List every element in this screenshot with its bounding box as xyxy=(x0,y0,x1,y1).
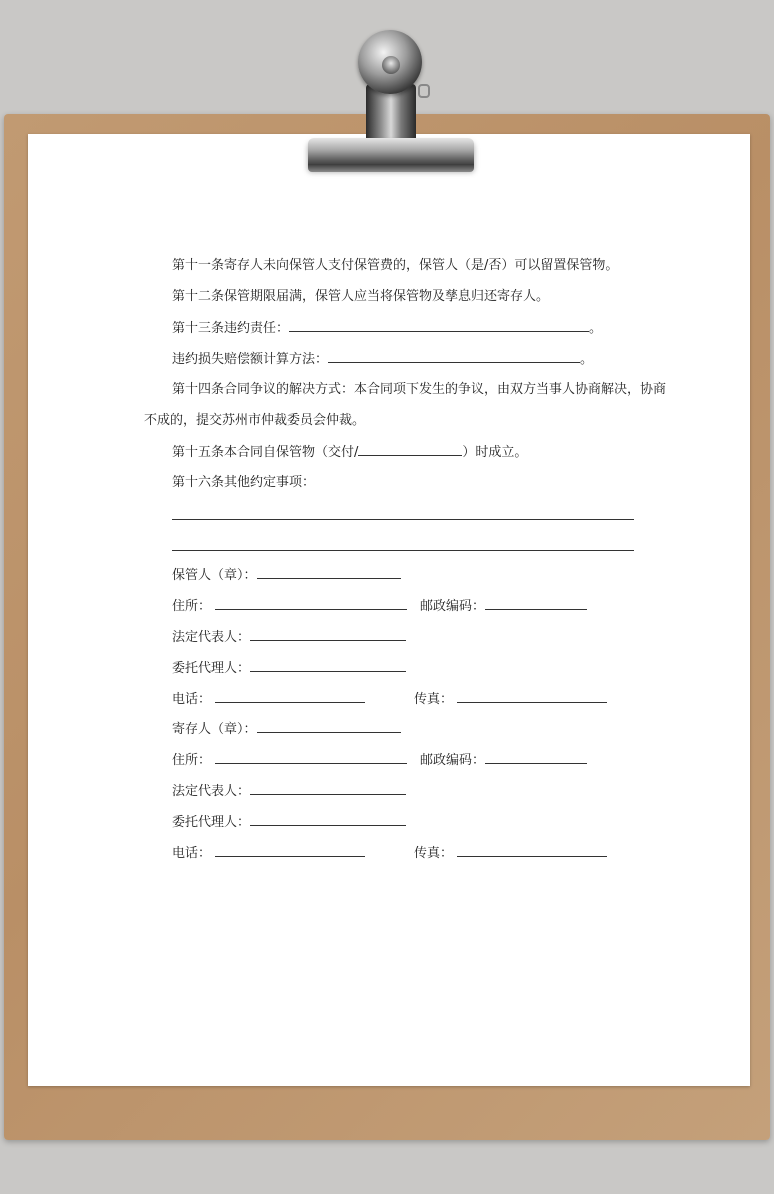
custodian-legal-rep-label: 法定代表人： xyxy=(172,630,251,645)
custodian-postcode-label: 邮政编码： xyxy=(420,599,486,614)
custodian-address-label: 住所： xyxy=(172,599,212,614)
clause-15-end: ）时成立。 xyxy=(462,445,528,460)
depositor-agent-label: 委托代理人： xyxy=(172,815,251,830)
custodian-legal-rep-blank[interactable] xyxy=(250,628,406,641)
custodian-address-blank[interactable] xyxy=(215,597,407,610)
custodian-seal-label: 保管人（章）： xyxy=(172,568,257,583)
depositor-legal-rep-label: 法定代表人： xyxy=(172,784,251,799)
custodian-phone xyxy=(172,690,365,709)
depositor-phone xyxy=(172,844,365,863)
custodian-phone-blank[interactable] xyxy=(215,690,365,703)
depositor-seal-label: 寄存人（章）： xyxy=(172,722,257,737)
clause-15-start: 第十五条本合同自保管物（交付/ xyxy=(172,445,359,460)
clause-11: 第十一条寄存人未向保管人支付保管费的，保管人（是/否）可以留置保管物。 xyxy=(172,258,619,273)
custodian-fax-label: 传真： xyxy=(414,692,454,707)
compensation-end: 。 xyxy=(580,352,594,367)
clause-15-blank[interactable] xyxy=(358,443,462,456)
depositor-address-label: 住所： xyxy=(172,753,212,768)
compensation-method xyxy=(172,350,593,369)
depositor-postcode-label: 邮政编码： xyxy=(420,753,486,768)
other-terms-line-2[interactable] xyxy=(172,550,634,551)
custodian-address xyxy=(172,597,407,616)
depositor-fax xyxy=(414,844,607,863)
depositor-legal-rep-blank[interactable] xyxy=(250,782,406,795)
custodian-legal-rep xyxy=(172,628,406,647)
depositor-phone-label: 电话： xyxy=(172,846,212,861)
depositor-postcode-blank[interactable] xyxy=(485,751,587,764)
depositor-address-blank[interactable] xyxy=(215,751,407,764)
custodian-postcode-blank[interactable] xyxy=(485,597,587,610)
clause-13-end: 。 xyxy=(589,321,603,336)
depositor-seal xyxy=(172,720,401,739)
depositor-agent xyxy=(172,813,406,832)
depositor-fax-blank[interactable] xyxy=(457,844,607,857)
custodian-agent-label: 委托代理人： xyxy=(172,661,251,676)
custodian-phone-label: 电话： xyxy=(172,692,212,707)
clause-16: 第十六条其他约定事项： xyxy=(172,475,316,490)
clause-13-blank[interactable] xyxy=(289,319,589,332)
compensation-label: 违约损失赔偿额计算方法： xyxy=(172,352,329,367)
custodian-seal-blank[interactable] xyxy=(257,566,401,579)
depositor-agent-blank[interactable] xyxy=(250,813,406,826)
clause-14-line2: 不成的，提交苏州市仲裁委员会仲裁。 xyxy=(144,413,366,428)
depositor-seal-blank[interactable] xyxy=(257,720,401,733)
custodian-fax xyxy=(414,690,607,709)
depositor-postcode xyxy=(420,751,587,770)
clause-13-label: 第十三条违约责任： xyxy=(172,321,290,336)
custodian-postcode xyxy=(420,597,587,616)
custodian-seal xyxy=(172,566,401,585)
custodian-agent xyxy=(172,659,406,678)
depositor-fax-label: 传真： xyxy=(414,846,454,861)
custodian-fax-blank[interactable] xyxy=(457,690,607,703)
depositor-legal-rep xyxy=(172,782,406,801)
depositor-address xyxy=(172,751,407,770)
other-terms-line-1[interactable] xyxy=(172,519,634,520)
clause-13 xyxy=(172,319,602,338)
depositor-phone-blank[interactable] xyxy=(215,844,365,857)
clause-14-line1: 第十四条合同争议的解决方式：本合同项下发生的争议，由双方当事人协商解决，协商 xyxy=(172,382,667,397)
clause-15 xyxy=(172,443,527,462)
custodian-agent-blank[interactable] xyxy=(250,659,406,672)
clause-12: 第十二条保管期限届满，保管人应当将保管物及孳息归还寄存人。 xyxy=(172,289,550,304)
compensation-blank[interactable] xyxy=(328,350,580,363)
